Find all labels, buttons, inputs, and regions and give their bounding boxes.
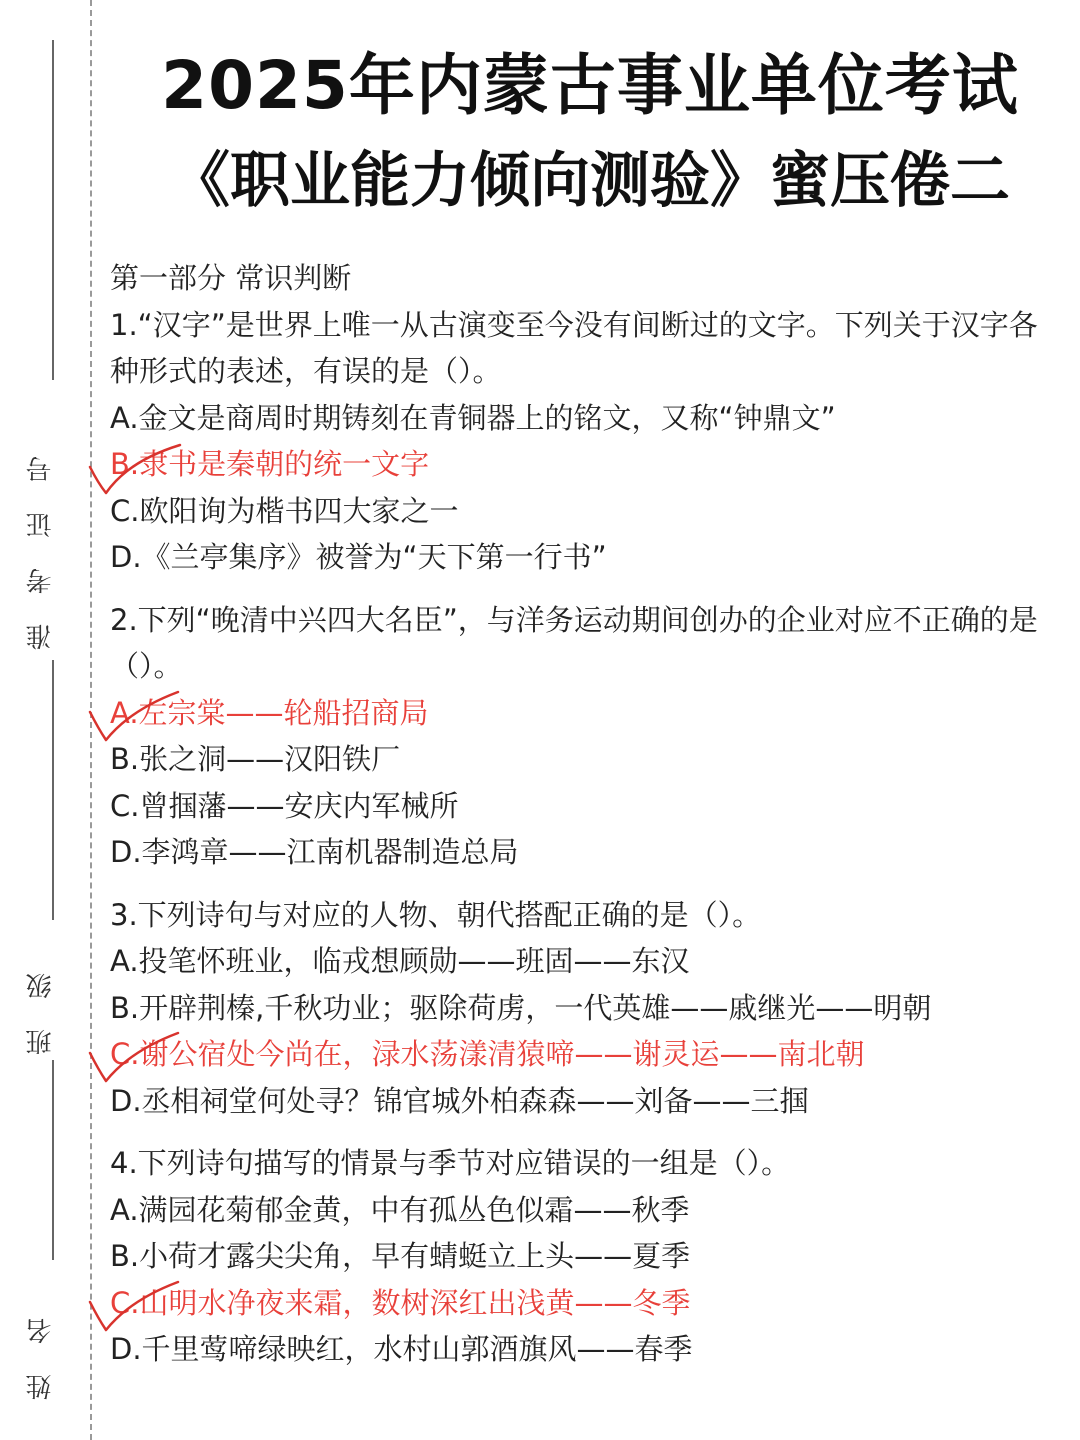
check-mark-icon — [88, 437, 198, 495]
question-stem: 1.“汉字”是世界上唯一从古演变至今没有间断过的文字。下列关于汉字各种形式的表述，有误的是（）。 — [110, 307, 1038, 388]
question-1 — [110, 302, 1060, 581]
option-a-text: A.左宗棠——轮船招商局 — [110, 695, 429, 730]
class-label: 班级 — [26, 943, 56, 1055]
exam-no-rule-lower — [52, 660, 54, 920]
option-c-marked — [110, 1280, 1060, 1327]
option-b: B.开辟荆榛,千秋功业；驱除荷虏，一代英雄——戚继光——明朝 — [110, 990, 932, 1025]
option-a: A.满园花菊郁金黄，中有孤丛色似霜——秋季 — [110, 1192, 690, 1227]
option-b: B.小荷才露尖尖角，早有蜻蜓立上头——夏季 — [110, 1239, 691, 1273]
option-b-marked — [110, 441, 1060, 488]
option-c-text: C.谢公宿处今尚在，渌水荡漾清猿啼——谢灵运——南北朝 — [110, 1037, 865, 1071]
check-mark-icon — [88, 1276, 198, 1334]
question-stem: 2.下列“晚清中兴四大名臣”，与洋务运动期间创办的企业对应不正确的是（）。 — [110, 602, 1038, 683]
option-b-text: B.隶书是秦朝的统一文字 — [110, 447, 430, 481]
option-a: A.金文是商周时期铸刻在青铜器上的铭文，又称“钟鼎文” — [110, 400, 836, 435]
question-4 — [110, 1140, 1060, 1373]
option-d: D.丞相祠堂何处寻？锦官城外柏森森——刘备——三掴 — [110, 1083, 809, 1118]
option-a-marked — [110, 690, 1060, 737]
name-label: 姓名 — [26, 1288, 56, 1400]
option-c-text: C.山明水净夜来霜，数树深红出浅黄——冬季 — [110, 1285, 691, 1320]
exam-no-label: 准考证号 — [26, 426, 56, 650]
option-d: D.李鸿章——江南机器制造总局 — [110, 835, 519, 869]
option-c: C.曾掴藩——安庆内军械所 — [110, 788, 459, 823]
question-stem: 4.下列诗句描写的情景与季节对应错误的一组是（）。 — [110, 1146, 791, 1180]
check-mark-icon — [88, 686, 198, 744]
option-c-marked — [110, 1031, 1060, 1078]
question-2 — [110, 597, 1060, 876]
question-stem: 3.下列诗句与对应的人物、朝代搭配正确的是（）。 — [110, 897, 762, 932]
question-list — [110, 255, 1060, 1373]
option-a: A.投笔怀班业，临戎想顾勋——班固——东汉 — [110, 944, 690, 978]
page-subtitle: 《职业能力倾向测验》蜜压倦二 — [170, 146, 1010, 216]
exam-no-rule — [52, 40, 54, 380]
section-heading: 第一部分 常识判断 — [110, 261, 352, 295]
option-d: D.《兰亭集序》被誉为“天下第一行书” — [110, 540, 607, 574]
page-title: 2025年内蒙古事业单位考试 — [161, 47, 1019, 124]
option-c: C.欧阳询为楷书四大家之一 — [110, 493, 459, 528]
class-rule — [52, 1060, 54, 1260]
option-b: B.张之洞——汉阳铁厂 — [110, 742, 401, 776]
check-mark-icon — [88, 1027, 198, 1085]
option-d: D.千里莺啼绿映红，水村山郭酒旗风——春季 — [110, 1332, 693, 1366]
question-3 — [110, 892, 1060, 1125]
